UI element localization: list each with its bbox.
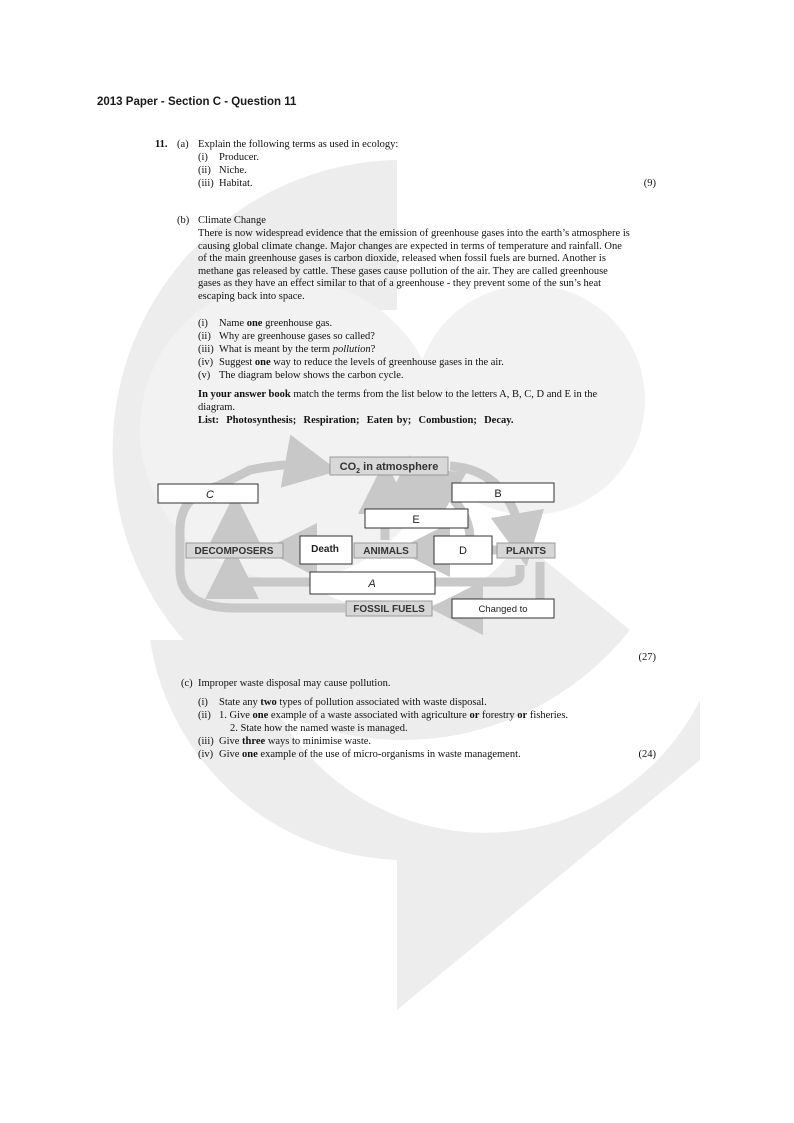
page-heading: 2013 Paper - Section C - Question 11 xyxy=(97,96,297,108)
question-number: 11. xyxy=(155,139,168,150)
part-b-item-text: Name one greenhouse gas. xyxy=(219,318,333,329)
changed-to-label: Changed to xyxy=(478,604,528,615)
part-b-item-num: (ii) xyxy=(198,331,211,342)
paragraph-line: There is now widespread evidence that the emission of greenhouse gases into the earth’s atmosphere is xyxy=(198,228,630,239)
part-b-item-num: (i) xyxy=(198,318,208,329)
term: Combustion; xyxy=(418,415,477,426)
death-label: Death xyxy=(311,544,339,555)
part-c-item-num: (i) xyxy=(198,697,208,708)
part-b-item-num: (iii) xyxy=(198,344,214,355)
letter-c: C xyxy=(206,489,214,501)
part-a-item-text: Habitat. xyxy=(219,178,253,189)
term-list: List: Photosynthesis; Respiration; Eaten by; Combustion; Decay. xyxy=(198,415,514,426)
animals-label: ANIMALS xyxy=(363,546,409,557)
part-a-item-num: (ii) xyxy=(198,165,211,176)
part-c-marks: (24) xyxy=(638,749,656,760)
part-c-prompt: Improper waste disposal may cause pollution. xyxy=(198,678,391,689)
part-b-title: Climate Change xyxy=(198,215,266,226)
part-c-item-num: (ii) xyxy=(198,710,211,721)
answer-box-b xyxy=(452,483,554,502)
part-c-item-text: 2. State how the named waste is managed. xyxy=(230,723,408,734)
letter-d: D xyxy=(459,545,467,557)
part-b-label: (b) xyxy=(177,215,190,226)
term: Decay. xyxy=(484,415,514,426)
letter-e: E xyxy=(412,514,420,526)
part-a-item-text: Producer. xyxy=(219,152,259,163)
part-c-item-text: 1. Give one example of a waste associated with agriculture or forestry or fisheries. xyxy=(219,710,569,721)
part-a-item-text: Niche. xyxy=(219,165,247,176)
letter-a: A xyxy=(368,578,376,590)
part-c-item-text: State any two types of pollution associated with waste disposal. xyxy=(219,697,487,708)
paragraph-line: causing global climate change. Major changes are expected in terms of temperature and rainfall. One xyxy=(198,240,622,252)
letter-b: B xyxy=(494,488,502,500)
paragraph-line: methane gas released by cattle. These gases cause pollution of the air. They are called greenhouse xyxy=(198,265,608,277)
co2-label: $CO_2$ in atmosphere xyxy=(339,461,439,475)
part-b-marks: (27) xyxy=(638,652,656,663)
part-b-item-num: (iv) xyxy=(198,357,214,368)
part-c-item-text: Give three ways to minimise waste. xyxy=(219,736,372,747)
plants-label: PLANTS xyxy=(506,546,546,557)
term: Eaten by; xyxy=(366,415,412,426)
paragraph-line: escaping back into space. xyxy=(198,290,305,302)
part-a-prompt: Explain the following terms as used in ecology: xyxy=(198,139,399,150)
part-c-item-num: (iii) xyxy=(198,736,214,747)
part-b-item-text: What is meant by the term pollution? xyxy=(219,344,376,355)
part-b-item-text: Suggest one way to reduce the levels of greenhouse gases in the air. xyxy=(219,357,504,368)
instruction-line: In your answer book match the terms from the list below to the letters A, B, C, D and E in the xyxy=(198,389,598,400)
fossil-fuels-label: FOSSIL FUELS xyxy=(353,604,425,615)
part-b-item-text: The diagram below shows the carbon cycle. xyxy=(219,370,404,381)
part-a-item-num: (i) xyxy=(198,152,208,163)
part-c-item-num: (iv) xyxy=(198,749,214,760)
part-b-item-num: (v) xyxy=(198,370,211,381)
part-b-item-text: Why are greenhouse gases so called? xyxy=(219,331,375,342)
part-a-label: (a) xyxy=(177,139,189,150)
part-c-item-text: Give one example of the use of micro-organisms in waste management. xyxy=(219,749,521,760)
decomposers-label: DECOMPOSERS xyxy=(194,546,274,557)
term: Respiration; xyxy=(303,415,360,426)
part-a-marks: (9) xyxy=(643,178,656,189)
term: Photosynthesis; xyxy=(226,415,297,426)
part-a-item-num: (iii) xyxy=(198,178,214,189)
paragraph-line: gases as they have an effect similar to that of a greenhouse - they prevent some of the sun’s heat xyxy=(198,278,602,289)
instruction-line: diagram. xyxy=(198,402,236,413)
paragraph-line: of the main greenhouse gases is carbon dioxide, released when fossil fuels are burned. Another is xyxy=(198,253,606,264)
part-c-label: (c) xyxy=(181,678,193,689)
